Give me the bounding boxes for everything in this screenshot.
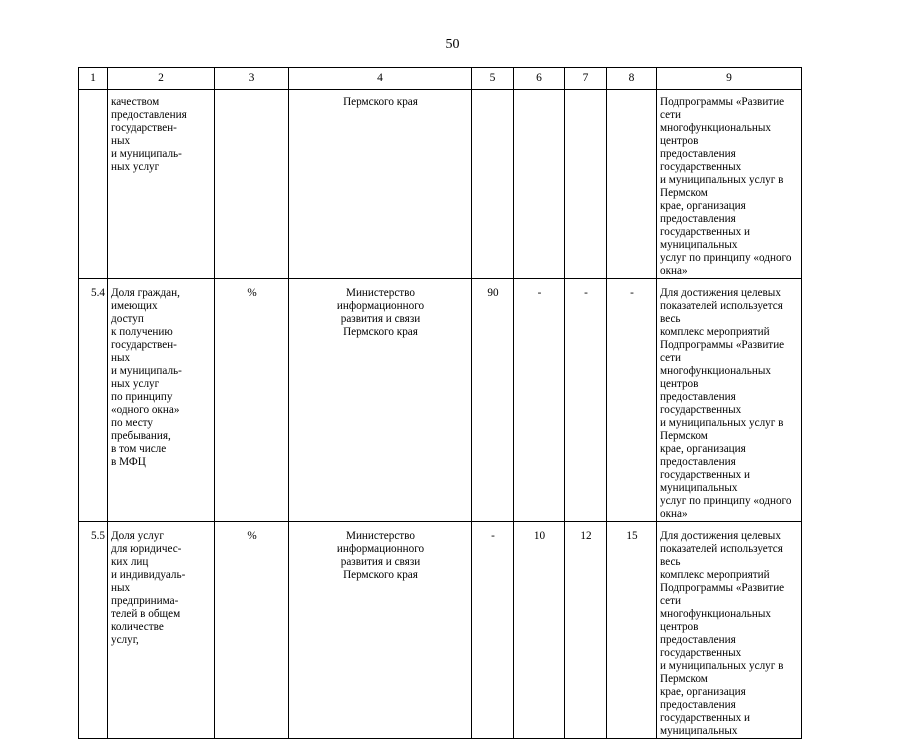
note: Для достижения целевых показателей используется весь комплекс мероприятий Подпрограммы «Развитие сети многофункциональных центров предоставления государственных и муниципальных услуг в Пермском крае, организация предоставления государственных и муниципальных bbox=[657, 522, 802, 739]
value-col7 bbox=[565, 90, 607, 279]
column-header: 4 bbox=[289, 68, 472, 90]
page-number: 50 bbox=[445, 37, 460, 52]
note: Для достижения целевых показателей используется весь комплекс мероприятий Подпрограммы «Развитие сети многофункциональных центров предоставления государственных и муниципальных услуг в Пермском крае, организация предоставления государственных и муниципальных услуг по принципу «одного окна» bbox=[657, 279, 802, 522]
column-header: 9 bbox=[657, 68, 802, 90]
responsible-body: Пермского края bbox=[289, 90, 472, 279]
responsible-body: Министерство информационного развития и связи Пермского края bbox=[289, 522, 472, 739]
value-col6: - bbox=[514, 279, 565, 522]
value-col8: - bbox=[607, 279, 657, 522]
unit: % bbox=[215, 279, 289, 522]
value-col8 bbox=[607, 90, 657, 279]
value-col7: 12 bbox=[565, 522, 607, 739]
value-col7: - bbox=[565, 279, 607, 522]
value-col5 bbox=[472, 90, 514, 279]
column-header: 8 bbox=[607, 68, 657, 90]
column-header: 2 bbox=[108, 68, 215, 90]
unit bbox=[215, 90, 289, 279]
value-col5: 90 bbox=[472, 279, 514, 522]
row-number: 5.4 bbox=[79, 279, 108, 522]
column-header: 5 bbox=[472, 68, 514, 90]
column-header: 7 bbox=[565, 68, 607, 90]
value-col5: - bbox=[472, 522, 514, 739]
value-col6: 10 bbox=[514, 522, 565, 739]
indicators-table bbox=[78, 67, 802, 739]
note: Подпрограммы «Развитие сети многофункциональных центров предоставления государственных и муниципальных услуг в Пермском крае, организация предоставления государственных и муниципальных услуг по принципу «одного окна» bbox=[657, 90, 802, 279]
table-row bbox=[79, 90, 802, 279]
table-header-row bbox=[79, 68, 802, 90]
row-number bbox=[79, 90, 108, 279]
value-col8: 15 bbox=[607, 522, 657, 739]
row-number: 5.5 bbox=[79, 522, 108, 739]
unit: % bbox=[215, 522, 289, 739]
table-row bbox=[79, 522, 802, 739]
column-header: 3 bbox=[215, 68, 289, 90]
responsible-body: Министерство информационного развития и связи Пермского края bbox=[289, 279, 472, 522]
indicator-name: Доля граждан, имеющих доступ к получению государствен- ных и муниципаль- ных услуг по принципу «одного окна» по месту пребывания, в том числе в МФЦ bbox=[108, 279, 215, 522]
indicator-name: Доля услуг для юридичес- ких лиц и индивидуаль- ных предпринима- телей в общем количестве услуг, bbox=[108, 522, 215, 739]
value-col6 bbox=[514, 90, 565, 279]
column-header: 6 bbox=[514, 68, 565, 90]
column-header: 1 bbox=[79, 68, 108, 90]
indicator-name: качеством предоставления государствен- ных и муниципаль- ных услуг bbox=[108, 90, 215, 279]
table-row bbox=[79, 279, 802, 522]
